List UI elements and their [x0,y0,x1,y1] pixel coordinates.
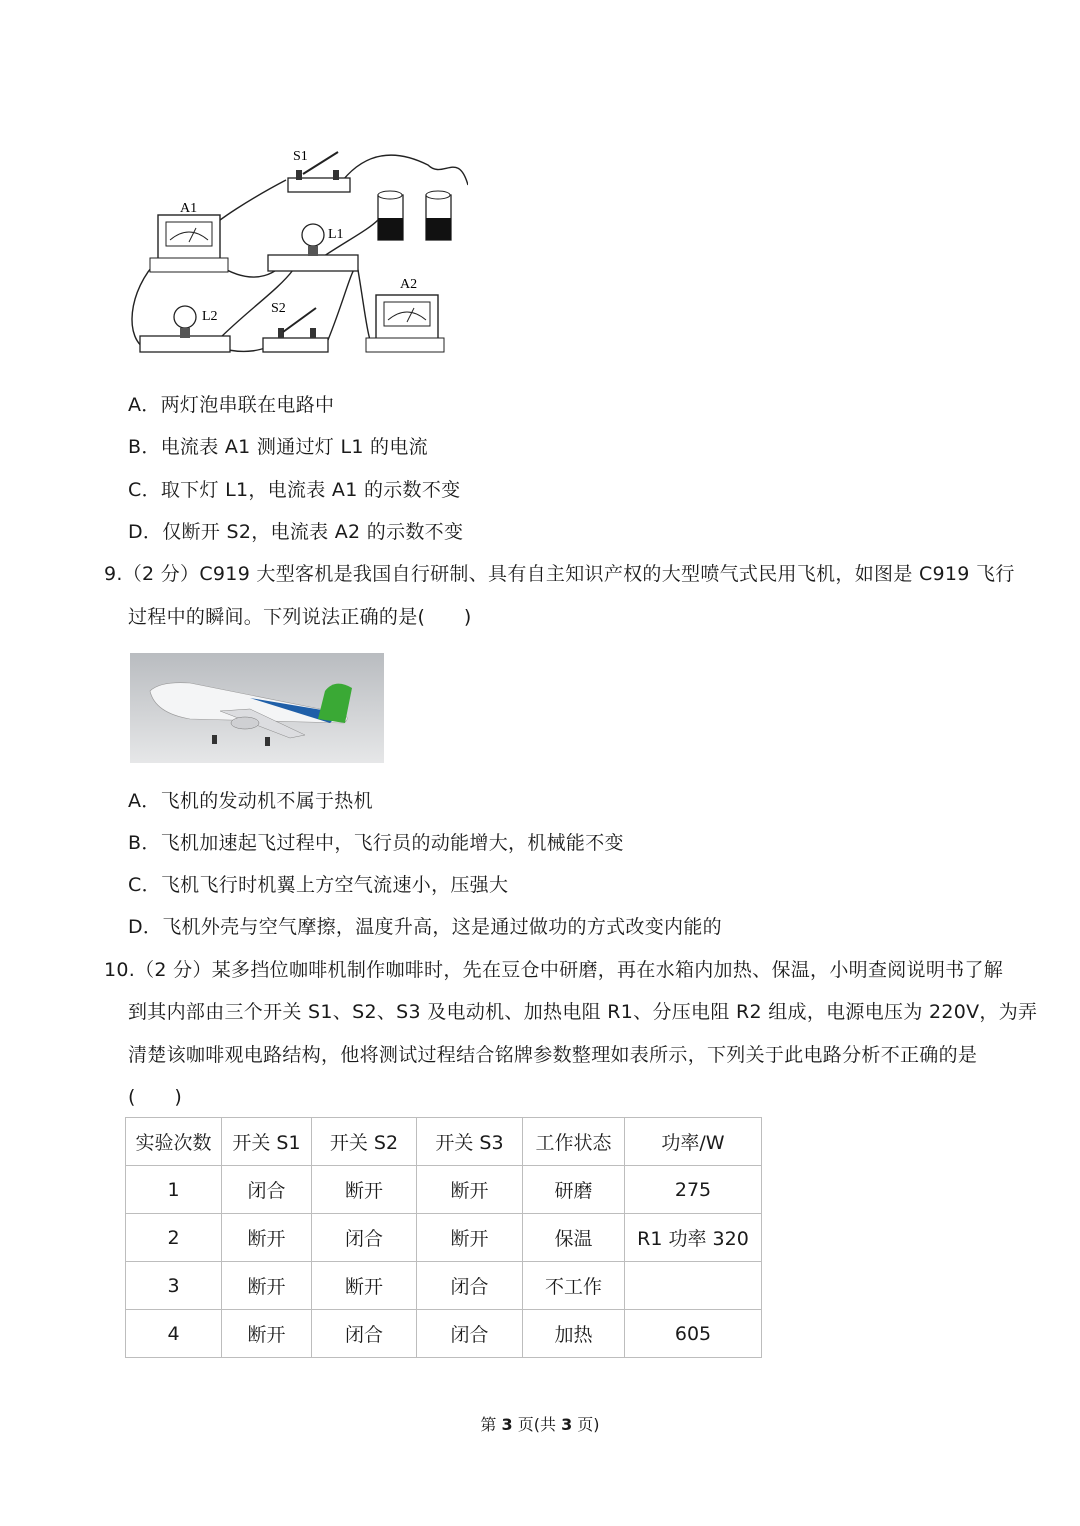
table-cell: 断开 [222,1310,312,1358]
table-cell: 断开 [417,1214,523,1262]
table-cell: 研磨 [523,1166,625,1214]
q8-option-a: A．两灯泡串联在电路中 [128,394,335,416]
table-header-cell: 开关 S1 [222,1118,312,1166]
table-cell: 断开 [312,1166,417,1214]
table-cell: 加热 [523,1310,625,1358]
table-cell [625,1262,762,1310]
label-l2: L2 [202,309,218,324]
table-header-cell: 工作状态 [523,1118,625,1166]
table-row [126,1262,762,1310]
table-cell: 断开 [312,1262,417,1310]
q9-stem-line2: 过程中的瞬间。下列说法正确的是( ) [128,606,472,628]
table-cell: 3 [126,1262,222,1310]
page-footer [0,1412,1080,1435]
footer-total-pages: 3 [561,1415,573,1434]
table-cell: 闭合 [312,1310,417,1358]
table-header-cell: 开关 S2 [312,1118,417,1166]
table-row [126,1310,762,1358]
table-cell: 4 [126,1310,222,1358]
table-header-cell: 开关 S3 [417,1118,523,1166]
ammeter-a2 [366,295,444,352]
table-cell: 2 [126,1214,222,1262]
table-cell: 闭合 [417,1262,523,1310]
q10-stem-line1: 10.（2 分）某多挡位咖啡机制作咖啡时，先在豆仓中研磨，再在水箱内加热、保温，小明查阅说明书了解 [104,959,1004,981]
battery-right [426,191,451,240]
table-cell: R1 功率 320 [625,1214,762,1262]
footer-prefix: 第 [480,1415,502,1434]
table-header-cell: 实验次数 [126,1118,222,1166]
lamp-l1 [268,224,358,271]
footer-page-number: 3 [501,1415,513,1434]
table-cell: 1 [126,1166,222,1214]
q8-option-d: D．仅断开 S2，电流表 A2 的示数不变 [128,521,464,543]
table-cell: 闭合 [222,1166,312,1214]
table-cell: 闭合 [312,1214,417,1262]
label-a2: A2 [400,277,418,292]
footer-suffix: 页) [572,1415,600,1434]
q10-stem-line3: 清楚该咖啡观电路结构，他将测试过程结合铭牌参数整理如表所示，下列关于此电路分析不正确的是 [128,1044,978,1066]
table-cell: 断开 [417,1166,523,1214]
q9-option-c: C．飞机飞行时机翼上方空气流速小，压强大 [128,874,509,896]
label-l1: L1 [328,227,344,242]
circuit-diagram [128,140,468,370]
q9-option-d: D．飞机外壳与空气摩擦，温度升高，这是通过做功的方式改变内能的 [128,916,722,938]
table-cell: 保温 [523,1214,625,1262]
table-row [126,1214,762,1262]
q8-option-b: B．电流表 A1 测通过灯 L1 的电流 [128,436,428,458]
q9-option-a: A．飞机的发动机不属于热机 [128,790,373,812]
table-cell: 不工作 [523,1262,625,1310]
q9-option-b: B．飞机加速起飞过程中，飞行员的动能增大，机械能不变 [128,832,624,854]
table-cell: 605 [625,1310,762,1358]
footer-middle: 页(共 [512,1415,562,1434]
ammeter-a1 [150,215,228,272]
label-s1: S1 [293,149,308,164]
table-cell: 275 [625,1166,762,1214]
switch-test-table [125,1117,762,1358]
table-cell: 闭合 [417,1310,523,1358]
label-a1: A1 [180,201,198,216]
table-cell: 断开 [222,1262,312,1310]
table-header-row [126,1118,762,1166]
table-row [126,1166,762,1214]
label-s2: S2 [271,301,286,316]
table-cell: 断开 [222,1214,312,1262]
q8-option-c: C．取下灯 L1，电流表 A1 的示数不变 [128,479,461,501]
q9-stem-line1: 9.（2 分）C919 大型客机是我国自行研制、具有自主知识产权的大型喷气式民用飞机，如图是 C919 飞行 [104,563,1015,585]
battery-left [378,191,403,240]
c919-airplane-photo [130,653,384,763]
q10-stem-line2: 到其内部由三个开关 S1、S2、S3 及电动机、加热电阻 R1、分压电阻 R2 组成，电源电压为 220V，为弄 [128,1001,1038,1023]
q10-stem-line4: ( ) [128,1086,183,1108]
table-header-cell: 功率/W [625,1118,762,1166]
